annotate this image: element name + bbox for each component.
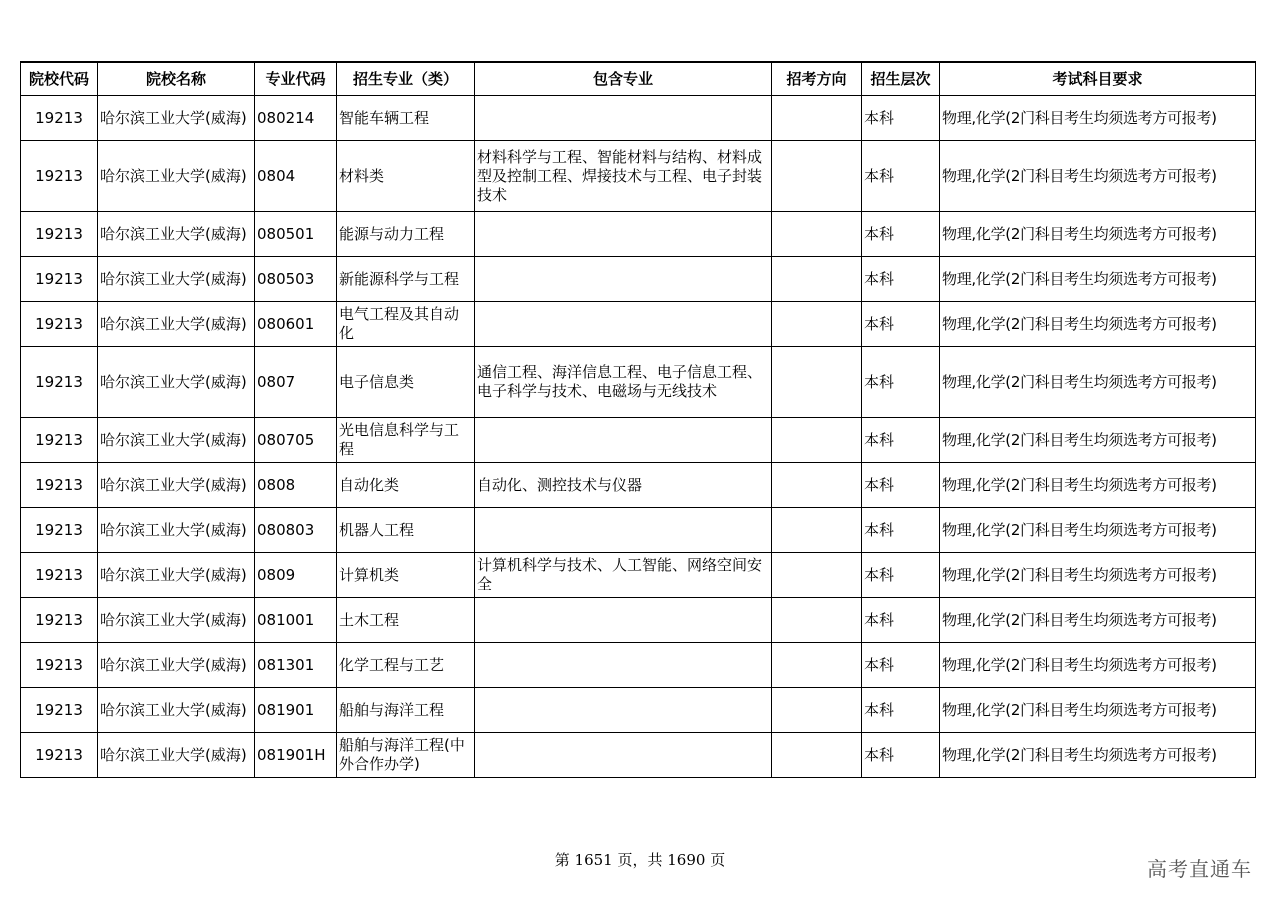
cell-requirement: 物理,化学(2门科目考生均须选考方可报考)	[940, 553, 1256, 598]
cell-included	[475, 418, 772, 463]
header-major: 招生专业（类）	[337, 62, 475, 96]
cell-included	[475, 212, 772, 257]
cell-major: 光电信息科学与工程	[337, 418, 475, 463]
table-row	[21, 553, 1256, 598]
cell-school-code: 19213	[21, 418, 98, 463]
cell-level: 本科	[862, 508, 940, 553]
header-level: 招生层次	[862, 62, 940, 96]
cell-school-name: 哈尔滨工业大学(威海)	[98, 257, 255, 302]
cell-direction	[772, 463, 862, 508]
cell-major-code: 0807	[255, 347, 337, 418]
cell-school-code: 19213	[21, 347, 98, 418]
cell-school-code: 19213	[21, 463, 98, 508]
cell-direction	[772, 553, 862, 598]
header-direction: 招考方向	[772, 62, 862, 96]
cell-direction	[772, 347, 862, 418]
cell-school-name: 哈尔滨工业大学(威海)	[98, 347, 255, 418]
cell-direction	[772, 302, 862, 347]
cell-direction	[772, 96, 862, 141]
cell-major: 化学工程与工艺	[337, 643, 475, 688]
cell-included: 计算机科学与技术、人工智能、网络空间安全	[475, 553, 772, 598]
table-row	[21, 96, 1256, 141]
cell-major: 电气工程及其自动化	[337, 302, 475, 347]
cell-major-code: 080503	[255, 257, 337, 302]
cell-level: 本科	[862, 96, 940, 141]
cell-school-name: 哈尔滨工业大学(威海)	[98, 688, 255, 733]
cell-included: 通信工程、海洋信息工程、电子信息工程、电子科学与技术、电磁场与无线技术	[475, 347, 772, 418]
table-row	[21, 418, 1256, 463]
cell-requirement: 物理,化学(2门科目考生均须选考方可报考)	[940, 508, 1256, 553]
cell-direction	[772, 212, 862, 257]
cell-school-name: 哈尔滨工业大学(威海)	[98, 302, 255, 347]
cell-major-code: 0804	[255, 141, 337, 212]
cell-requirement: 物理,化学(2门科目考生均须选考方可报考)	[940, 212, 1256, 257]
cell-level: 本科	[862, 463, 940, 508]
header-included: 包含专业	[475, 62, 772, 96]
cell-requirement: 物理,化学(2门科目考生均须选考方可报考)	[940, 141, 1256, 212]
cell-direction	[772, 688, 862, 733]
cell-school-name: 哈尔滨工业大学(威海)	[98, 553, 255, 598]
cell-major-code: 080705	[255, 418, 337, 463]
cell-requirement: 物理,化学(2门科目考生均须选考方可报考)	[940, 463, 1256, 508]
cell-major: 新能源科学与工程	[337, 257, 475, 302]
cell-level: 本科	[862, 302, 940, 347]
header-school-name: 院校名称	[98, 62, 255, 96]
watermark: 高考直通车	[1147, 857, 1252, 881]
cell-level: 本科	[862, 598, 940, 643]
table-row	[21, 347, 1256, 418]
cell-included: 自动化、测控技术与仪器	[475, 463, 772, 508]
table-header-row	[21, 62, 1256, 96]
cell-level: 本科	[862, 347, 940, 418]
cell-school-name: 哈尔滨工业大学(威海)	[98, 643, 255, 688]
table-row	[21, 688, 1256, 733]
table-row	[21, 598, 1256, 643]
cell-requirement: 物理,化学(2门科目考生均须选考方可报考)	[940, 96, 1256, 141]
cell-major: 能源与动力工程	[337, 212, 475, 257]
cell-school-code: 19213	[21, 508, 98, 553]
cell-school-name: 哈尔滨工业大学(威海)	[98, 141, 255, 212]
cell-major: 电子信息类	[337, 347, 475, 418]
cell-level: 本科	[862, 141, 940, 212]
cell-level: 本科	[862, 418, 940, 463]
cell-major-code: 081901H	[255, 733, 337, 778]
cell-major: 船舶与海洋工程	[337, 688, 475, 733]
table-row	[21, 141, 1256, 212]
cell-requirement: 物理,化学(2门科目考生均须选考方可报考)	[940, 733, 1256, 778]
cell-major: 船舶与海洋工程(中外合作办学)	[337, 733, 475, 778]
cell-included	[475, 257, 772, 302]
cell-direction	[772, 418, 862, 463]
cell-school-code: 19213	[21, 141, 98, 212]
cell-school-code: 19213	[21, 643, 98, 688]
cell-included	[475, 96, 772, 141]
cell-direction	[772, 733, 862, 778]
cell-major: 材料类	[337, 141, 475, 212]
cell-major: 计算机类	[337, 553, 475, 598]
cell-level: 本科	[862, 257, 940, 302]
cell-direction	[772, 257, 862, 302]
table-row	[21, 463, 1256, 508]
cell-level: 本科	[862, 212, 940, 257]
header-major-code: 专业代码	[255, 62, 337, 96]
cell-included	[475, 643, 772, 688]
cell-major: 机器人工程	[337, 508, 475, 553]
cell-major-code: 081301	[255, 643, 337, 688]
page-number-footer: 第 1651 页，共 1690 页	[554, 851, 726, 869]
cell-school-code: 19213	[21, 598, 98, 643]
cell-major-code: 080214	[255, 96, 337, 141]
cell-school-code: 19213	[21, 688, 98, 733]
cell-major: 土木工程	[337, 598, 475, 643]
cell-major-code: 0809	[255, 553, 337, 598]
header-requirement: 考试科目要求	[940, 62, 1256, 96]
cell-direction	[772, 508, 862, 553]
cell-included: 材料科学与工程、智能材料与结构、材料成型及控制工程、焊接技术与工程、电子封装技术	[475, 141, 772, 212]
header-school-code: 院校代码	[21, 62, 98, 96]
cell-school-name: 哈尔滨工业大学(威海)	[98, 598, 255, 643]
cell-major: 智能车辆工程	[337, 96, 475, 141]
cell-school-name: 哈尔滨工业大学(威海)	[98, 418, 255, 463]
cell-school-code: 19213	[21, 302, 98, 347]
cell-school-name: 哈尔滨工业大学(威海)	[98, 96, 255, 141]
cell-major: 自动化类	[337, 463, 475, 508]
cell-school-code: 19213	[21, 553, 98, 598]
cell-level: 本科	[862, 553, 940, 598]
admission-table	[20, 61, 1256, 778]
cell-major-code: 0808	[255, 463, 337, 508]
cell-requirement: 物理,化学(2门科目考生均须选考方可报考)	[940, 302, 1256, 347]
cell-included	[475, 598, 772, 643]
cell-major-code: 081901	[255, 688, 337, 733]
cell-school-name: 哈尔滨工业大学(威海)	[98, 508, 255, 553]
table-row	[21, 302, 1256, 347]
cell-school-name: 哈尔滨工业大学(威海)	[98, 463, 255, 508]
cell-included	[475, 302, 772, 347]
cell-school-name: 哈尔滨工业大学(威海)	[98, 212, 255, 257]
cell-requirement: 物理,化学(2门科目考生均须选考方可报考)	[940, 643, 1256, 688]
cell-major-code: 080601	[255, 302, 337, 347]
table-row	[21, 643, 1256, 688]
cell-requirement: 物理,化学(2门科目考生均须选考方可报考)	[940, 688, 1256, 733]
cell-included	[475, 508, 772, 553]
cell-level: 本科	[862, 688, 940, 733]
cell-direction	[772, 643, 862, 688]
cell-level: 本科	[862, 733, 940, 778]
cell-school-code: 19213	[21, 257, 98, 302]
cell-requirement: 物理,化学(2门科目考生均须选考方可报考)	[940, 418, 1256, 463]
cell-school-code: 19213	[21, 96, 98, 141]
cell-direction	[772, 141, 862, 212]
cell-major-code: 080803	[255, 508, 337, 553]
cell-direction	[772, 598, 862, 643]
cell-requirement: 物理,化学(2门科目考生均须选考方可报考)	[940, 598, 1256, 643]
cell-requirement: 物理,化学(2门科目考生均须选考方可报考)	[940, 257, 1256, 302]
cell-school-name: 哈尔滨工业大学(威海)	[98, 733, 255, 778]
cell-major-code: 080501	[255, 212, 337, 257]
table-row	[21, 212, 1256, 257]
cell-major-code: 081001	[255, 598, 337, 643]
cell-included	[475, 688, 772, 733]
cell-school-code: 19213	[21, 733, 98, 778]
table-row	[21, 257, 1256, 302]
table-row	[21, 733, 1256, 778]
cell-requirement: 物理,化学(2门科目考生均须选考方可报考)	[940, 347, 1256, 418]
table-row	[21, 508, 1256, 553]
cell-level: 本科	[862, 643, 940, 688]
cell-school-code: 19213	[21, 212, 98, 257]
cell-included	[475, 733, 772, 778]
